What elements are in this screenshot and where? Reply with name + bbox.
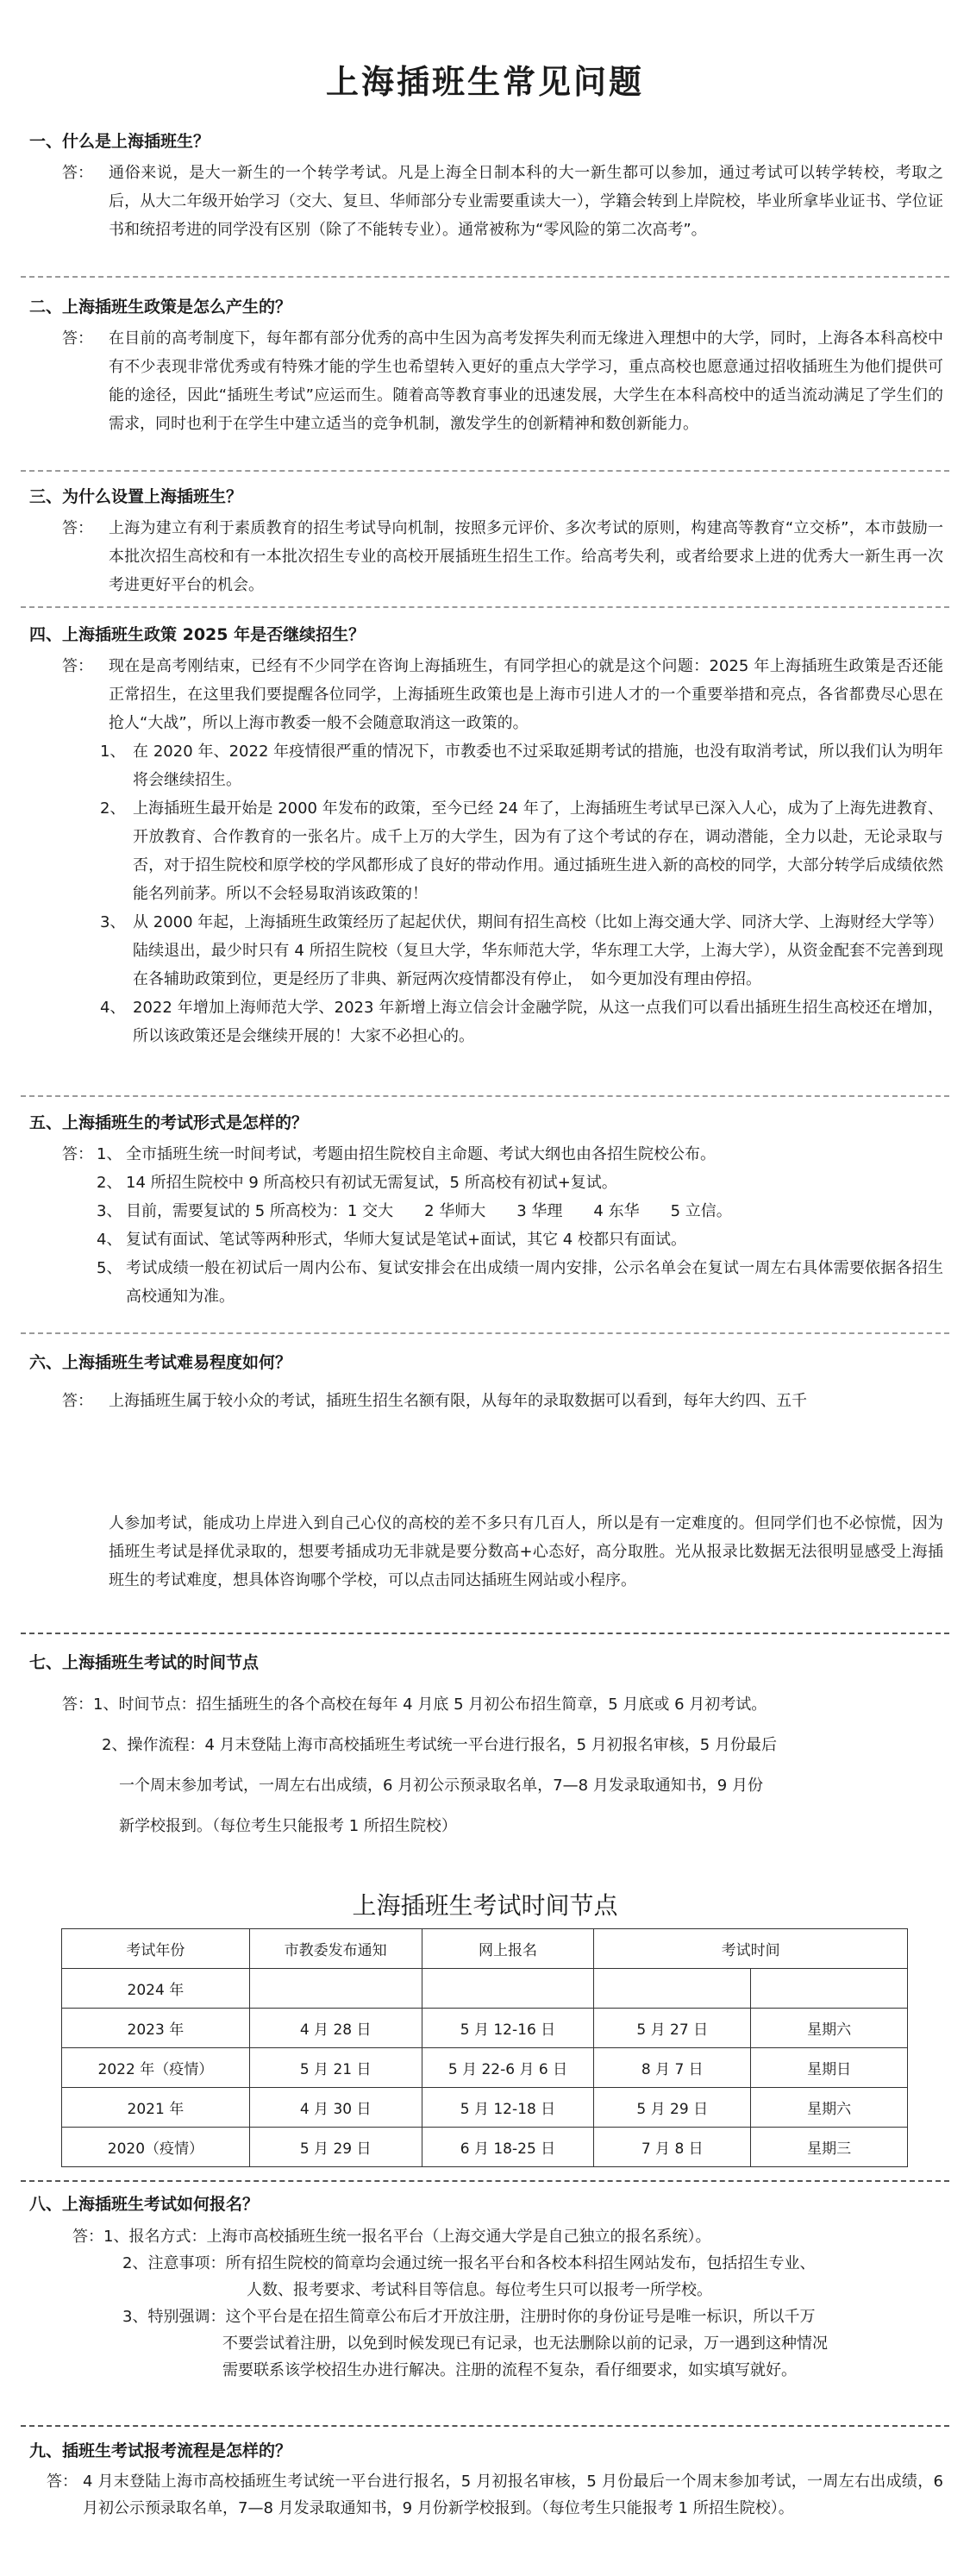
question-3: 三、为什么设置上海插班生？ [29,487,243,506]
list-item: 4、 复试有面试、笔试等两种形式，华师大复试是笔试+面试，其它 4 校都只有面试。 [97,1231,686,1249]
question-8: 八、上海插班生考试如何报名？ [29,2195,260,2214]
question-7: 七、上海插班生考试的时间节点 [29,1653,260,1672]
section-5 [29,1111,943,1311]
answer-label: 答： [62,519,93,537]
answer-label: 答： [47,2473,78,2491]
question-2: 二、上海插班生政策是怎么产生的？ [29,298,292,317]
answer-9: 答： 4 月末登陆上海市高校插班生考试统一平台进行报名，5 月初报名审核，5 月份最后一个周末参加考试，一周左右出成绩，6 月初公示预录取名单，7—8 月发录取通知书，9 月份新学校报到。（每位考生只能报考 1 所招生院校）。 [29,2468,943,2522]
section-divider [21,1332,949,1334]
section-divider [21,2180,949,2182]
list-item: 3、特别强调：这个平台是在招生简章公布后才开放注册，注册时你的身份证号是唯一标识，所以千万 [122,2308,816,2326]
section-divider [21,1095,949,1097]
question-1: 一、什么是上海插班生？ [29,132,210,151]
table-row: 2020（疫情） 5 月 29 日 6 月 18-25 日 7 月 8 日 星期三 [62,2128,908,2167]
answer-label: 答： [62,1695,93,1714]
column-header: 市教委发布通知 [249,1929,422,1969]
answer-1 [29,159,943,244]
table-row: 2021 年 4 月 30 日 5 月 12-18 日 5 月 29 日 星期六 [62,2088,908,2128]
process-line: 2、操作流程：4 月末登陆上海市高校插班生考试统一平台进行报名，5 月初报名审核，5 月份最后 [102,1736,777,1754]
section-9 [29,2439,943,2522]
table-row: 2024 年 [62,1969,908,2009]
section-divider [21,1633,949,1634]
list-item: 答：1、报名方式：上海市高校插班生统一报名平台（上海交通大学是自己独立的报名系统）。 [72,2228,711,2246]
process-line: 一个周末参加考试，一周左右出成绩，6 月初公示预录取名单，7—8 月发录取通知书，9 月份 [119,1777,763,1795]
list-item: 1、 全市插班生统一时间考试，考题由招生院校自主命题、考试大纲也由各招生院校公布。 [97,1145,716,1163]
answer-label: 答： [72,2228,103,2246]
answer-label: 答： [62,1392,93,1410]
section-divider [21,2425,949,2427]
column-header: 网上报名 [422,1929,594,1969]
list-item: 1、 在 2020 年、2022 年疫情很严重的情况下，市教委也不过采取延期考试的措施，也没有取消考试，所以我们认为明年将会继续招生。 [100,743,943,789]
column-header: 考试年份 [62,1929,250,1969]
list-item: 5、 考试成绩一般在初试后一周内公布、复试安排会在出成绩一周内安排，公示名单会在复试一周左右具体需要依据各招生高校通知为准。 [97,1259,943,1306]
schedule-table [61,1928,908,2167]
question-5: 五、上海插班生的考试形式是怎样的？ [29,1113,309,1132]
timeline-line: 答：1、时间节点：招生插班生的各个高校在每年 4 月底 5 月初公布招生简章，5 月底或 6 月初考试。 [62,1695,767,1714]
answer-4 [29,652,943,737]
list-item: 2、注意事项：所有招生院校的简章均会通过统一报名平台和各校本科招生网站发布，包括招生专业、 [122,2254,816,2272]
answer-3-text: 上海为建立有利于素质教育的招生考试导向机制，按照多元评价、多次考试的原则，构建高等教育“立交桥”，本市鼓励一本批次招生高校和有一本批次招生专业的高校开展插班生招生工作。给高考失利，或者给要求上进的优秀大一新生再一次考进更好平台的机会。 [109,519,943,594]
list-item: 3、 从 2000 年起，上海插班生政策经历了起起伏伏，期间有招生高校（比如上海交通大学、同济大学、上海财经大学等）陆续退出，最少时只有 4 所招生院校（复旦大学，华东师范大学，华东理工大学，上海大学），从资金配套不完善到现在各辅助政策到位，更是经历了非典、新冠两次疫情都没有停止， 如今更加没有理由停招。 [100,913,943,988]
table-row: 2023 年 4 月 28 日 5 月 12-16 日 5 月 27 日 星期六 [62,2009,908,2048]
list-item: 2、 14 所招生院校中 9 所高校只有初试无需复试，5 所高校有初试+复试。 [97,1174,617,1192]
answer-1-text: 通俗来说，是大一新生的一个转学考试。凡是上海全日制本科的大一新生都可以参加，通过考试可以转学转校，考取之后，从大二年级开始学习（交大、复旦、华师部分专业需要重读大一），学籍会转到上岸院校，毕业所拿毕业证书、学位证书和统招考进的同学没有区别（除了不能转专业）。通常被称为“零风险的第二次高考”。 [109,164,943,239]
section-2 [29,295,943,438]
answer-2 [29,324,943,438]
answer-label: 答： [62,1145,93,1163]
answer-label: 答： [62,657,93,675]
answer-6-part1: 答： 上海插班生属于较小众的考试，插班生招生名额有限，从每年的录取数据可以看到，每年大约四、五千 [29,1387,943,1415]
table-header-row [62,1929,908,1969]
section-divider [21,606,949,608]
list-item: 4、 2022 年增加上海师范大学、2023 年新增上海立信会计金融学院，从这一点我们可以看出插班生招生高校还在增加，所以该政策还是会继续开展的！大家不必担心的。 [100,999,943,1045]
list-item: 3、 目前，需要复试的 5 所高校为：1 交大 2 华师大 3 华理 4 东华 5 立信。 [97,1202,732,1220]
answer-label: 答： [62,329,93,348]
question-4: 四、上海插班生政策 2025 年是否继续招生？ [29,625,366,644]
page-title: 上海插班生常见问题 [325,63,644,101]
answer-2-text: 在目前的高考制度下，每年都有部分优秀的高中生因为高考发挥失利而无缘进入理想中的大学，同时，上海各本科高校中有不少表现非常优秀或有特殊才能的学生也希望转入更好的重点大学学习，重点高校也愿意通过招收插班生为他们提供可能的途径，因此“插班生考试”应运而生。随着高等教育事业的迅速发展，大学生在本科高校中的适当流动满足了学生们的需求，同时也利于在学生中建立适当的竞争机制，激发学生的创新精神和数创新能力。 [109,329,943,433]
section-3 [29,485,943,599]
answer-label: 答： [62,164,93,182]
column-header: 考试时间 [594,1929,908,1969]
question-9: 九、插班生考试报考流程是怎样的？ [29,2441,292,2460]
section-1 [29,129,943,244]
section-divider [21,470,949,472]
list-item: 2、 上海插班生最开始是 2000 年发布的政策，至今已经 24 年了，上海插班生考试早已深入人心，成为了上海先进教育、开放教育、合作教育的一张名片。成千上万的大学生，因为有了这个考试的存在，调动潜能，全力以赴，无论录取与否，对于招生院校和原学校的学风都形成了良好的带动作用。通过插班生进入新的高校的同学，大部分转学后成绩依然能名列前茅。所以不会轻易取消该政策的！ [100,799,943,903]
section-4 [29,623,943,1050]
timeline-text [29,1690,943,1840]
section-8 [29,2192,943,2384]
answer-6-part2: 人参加考试，能成功上岸进入到自己心仪的高校的差不多只有几百人，所以是有一定难度的。但同学们也不必惊慌，因为插班生考试是择优录取的，想要考插成功无非就是要分数高+心态好，高分取胜。光从报录比数据无法很明显感受上海插班生的考试难度，想具体咨询哪个学校，可以点击同达插班生网站或小程序。 [109,1514,943,1589]
question-6: 六、上海插班生考试难易程度如何？ [29,1353,292,1372]
exam-format-list [29,1140,943,1311]
answer-4-text: 现在是高考刚结束，已经有不少同学在咨询上海插班生，有同学担心的就是这个问题：2025 年上海插班生政策是否还能正常招生，在这里我们要提醒各位同学，上海插班生政策也是上海市引进人才的一个重要举措和亮点，各省都费尽心思在抢人“大战”，所以上海市教委一般不会随意取消这一政策的。 [109,657,943,732]
table-row: 2022 年（疫情） 5 月 21 日 5 月 22-6 月 6 日 8 月 7 日 星期日 [62,2048,908,2088]
section-6-continued [29,1509,943,1595]
process-line: 新学校报到。（每位考生只能报考 1 所招生院校） [119,1817,457,1835]
table-title: 上海插班生考试时间节点 [352,1891,618,1920]
registration-list: 答：1、报名方式：上海市高校插班生统一报名平台（上海交通大学是自己独立的报名系统）。 2、注意事项：所有招生院校的简章均会通过统一报名平台和各校本科招生网站发布，包括招生专业、 人数、报考要求、考试科目等信息。每位考生只可以报考一所学校。 3、特别强调：这个平台是在招生简章公布后才开放注册，注册时你的身份证号是唯一标识，所以千万 不要尝试着注册，以免到时候发现已有记录，也无法删除以前的记录，万一遇到这种情况 需要联系该学校招生办进行解决。注册的流程不复杂，看仔细要求，如实填写就好。 [29,2223,943,2384]
section-divider [21,276,949,278]
answer-3 [29,514,943,599]
section-7 [29,1651,943,1840]
section-6 [29,1351,943,1415]
policy-reasons-list [29,737,943,1050]
